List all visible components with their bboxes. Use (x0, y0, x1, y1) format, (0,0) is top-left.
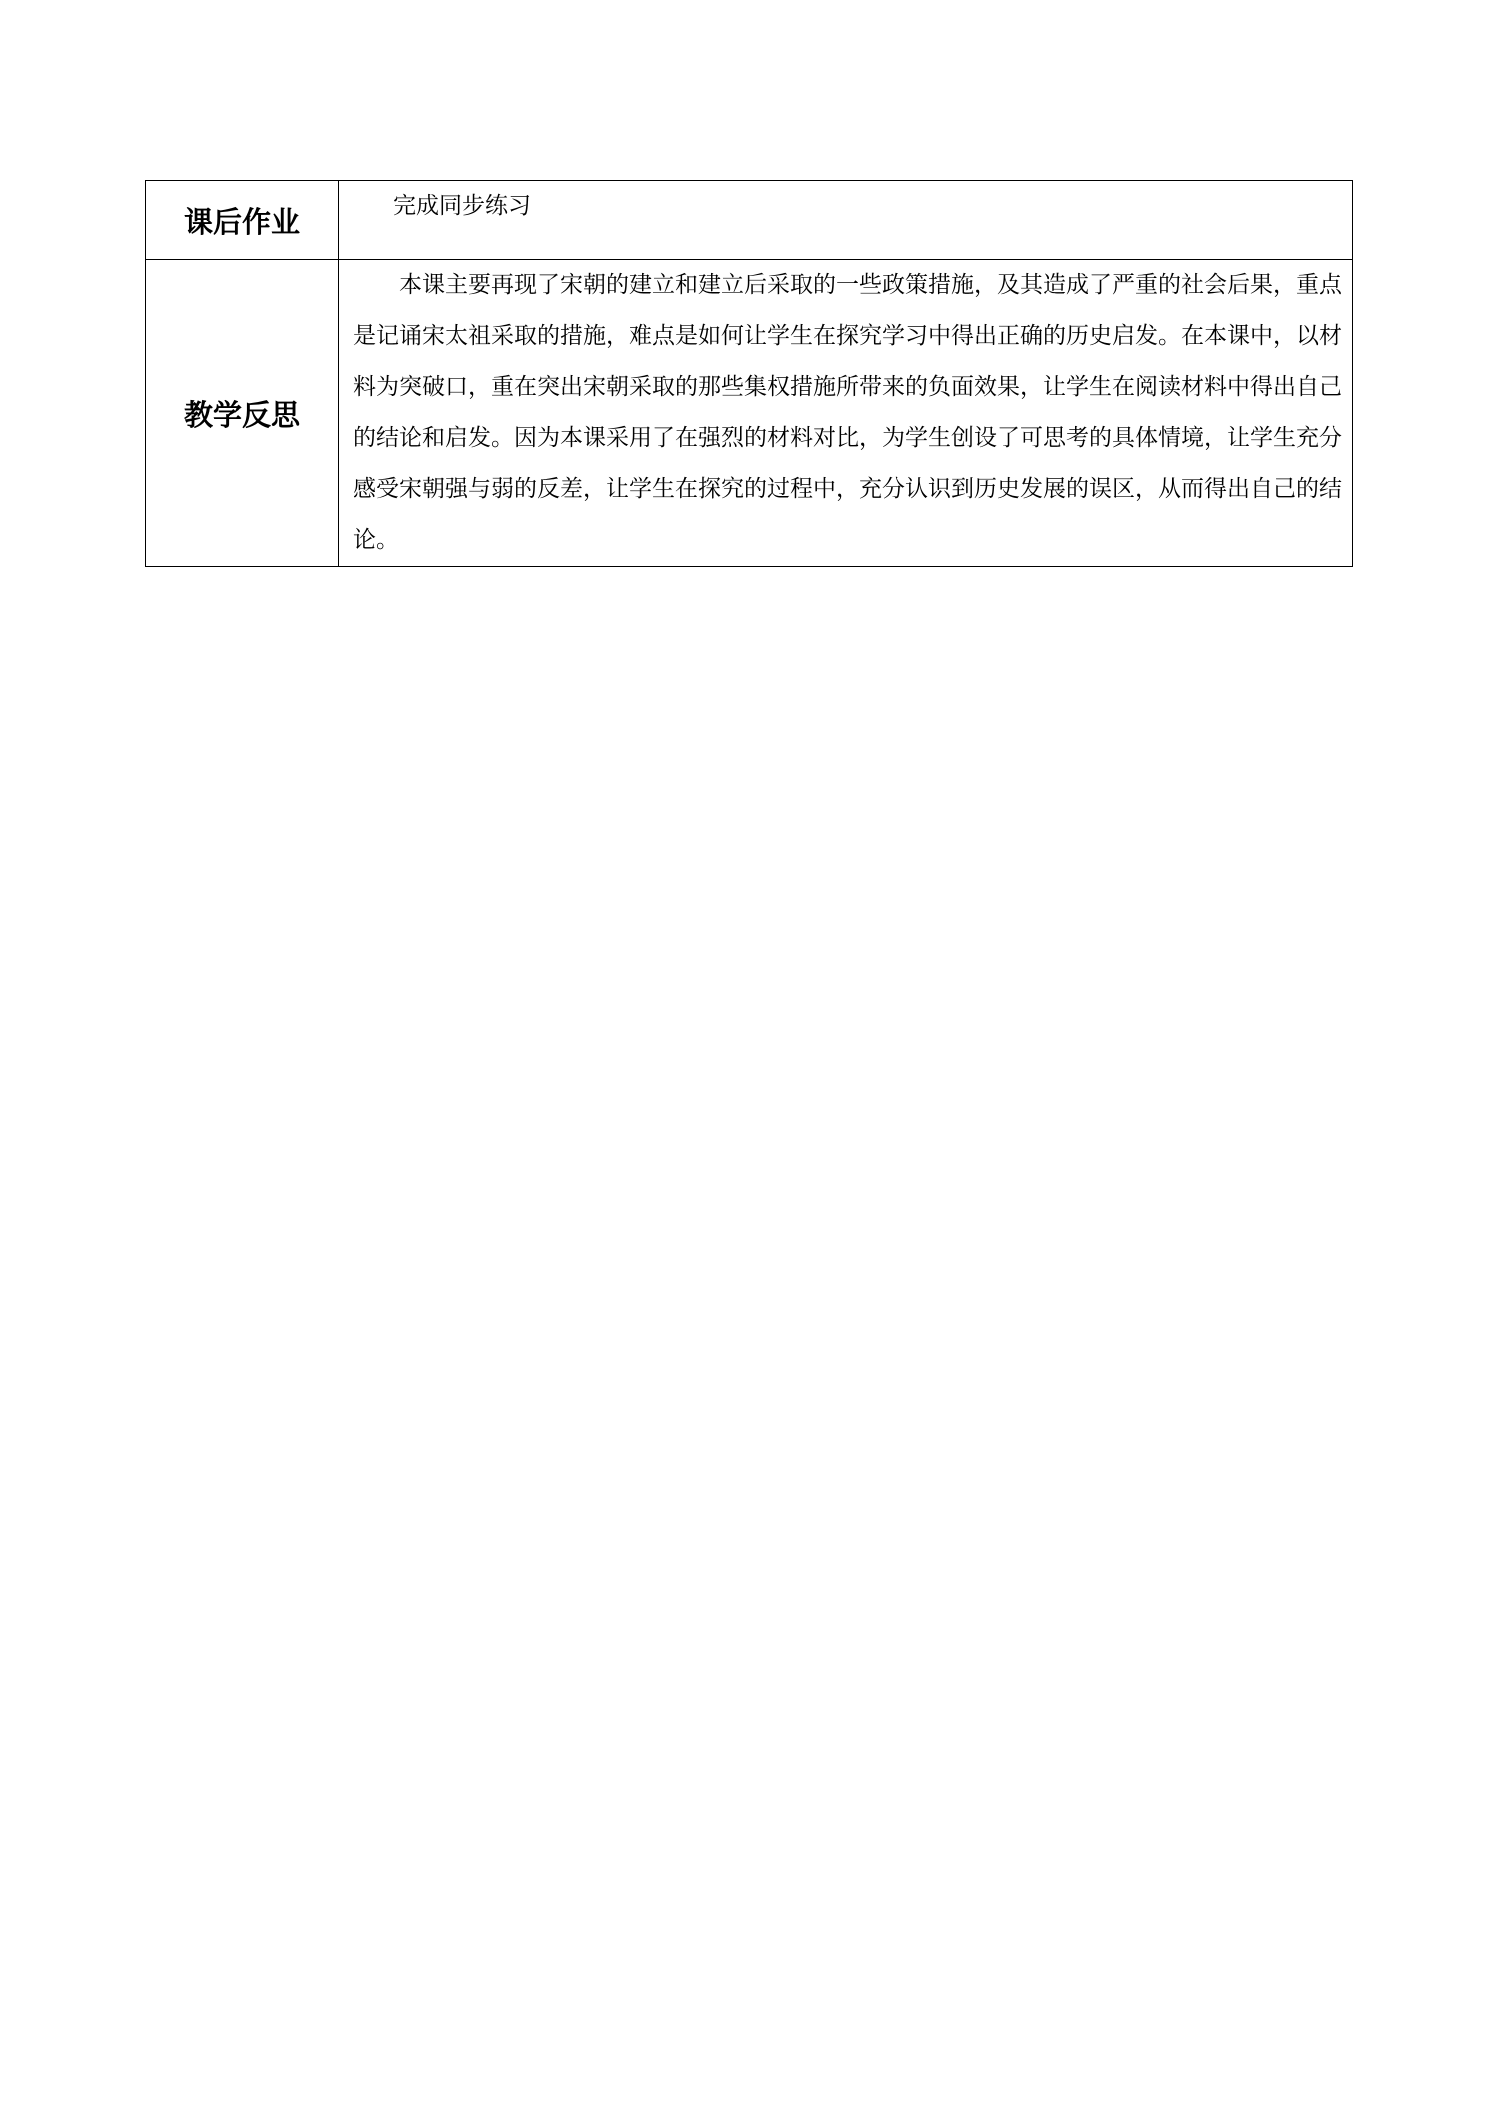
homework-cell (339, 181, 1353, 260)
reflection-cell (339, 260, 1353, 567)
homework-content: 完成同步练习 (393, 193, 531, 219)
lesson-plan-table (145, 180, 1353, 567)
reflection-content: 本课主要再现了宋朝的建立和建立后采取的一些政策措施，及其造成了严重的社会后果，重点是记诵宋太祖采取的措施，难点是如何让学生在探究学习中得出正确的历史启发。在本课中，以材料为突破口，重在突出宋朝采取的那些集权措施所带来的负面效果，让学生在阅读材料中得出自己的结论和启发。因为本课采用了在强烈的材料对比，为学生创设了可思考的具体情境，让学生充分感受宋朝强与弱的反差，让学生在探究的过程中，充分认识到历史发展的误区，从而得出自己的结论。 (353, 272, 1342, 553)
table-row-homework (146, 181, 1353, 260)
table-row-reflection (146, 260, 1353, 567)
homework-label: 课后作业 (146, 181, 339, 260)
reflection-label: 教学反思 (146, 260, 339, 567)
